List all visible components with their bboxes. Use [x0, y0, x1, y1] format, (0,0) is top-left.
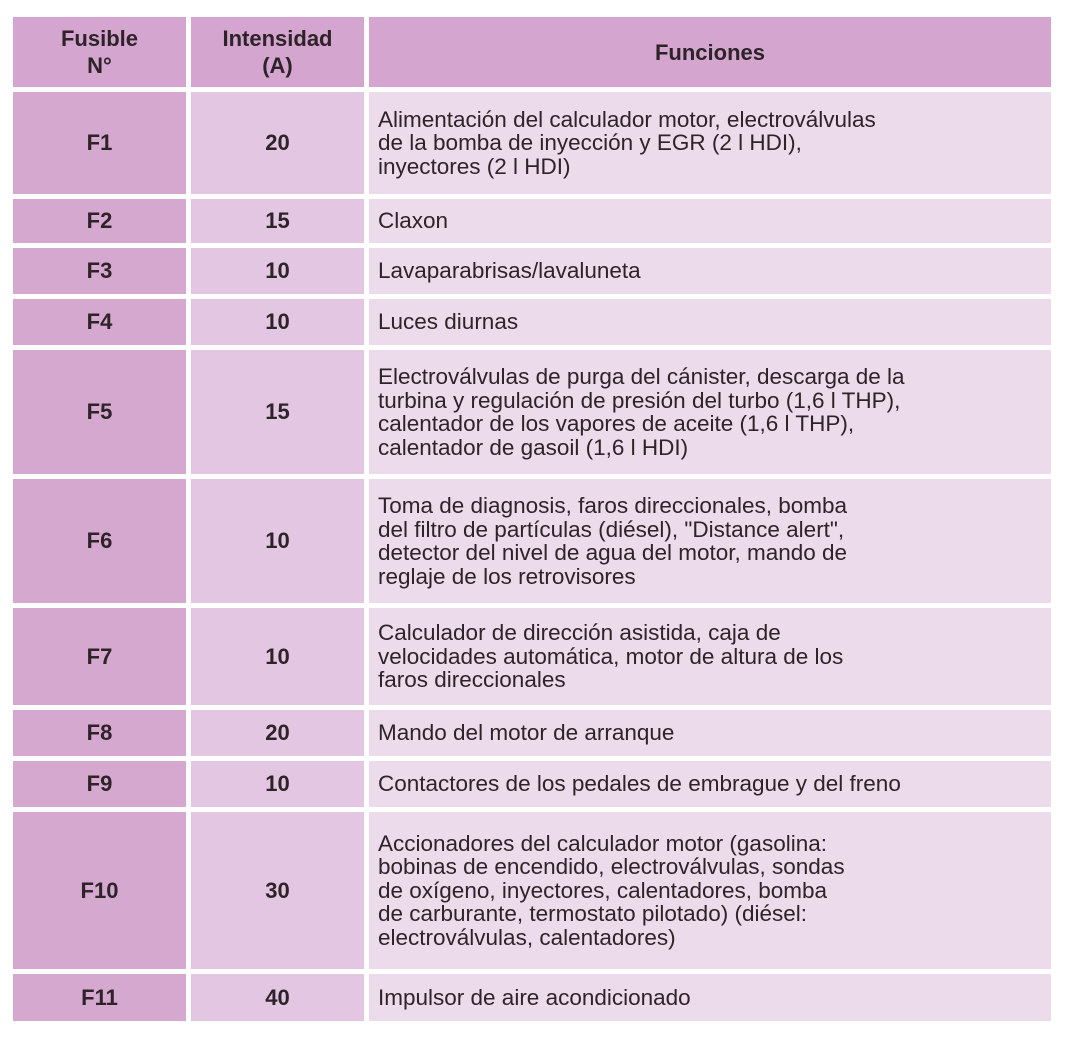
- fuse-table: [8, 12, 1056, 1026]
- fuse-number-cell: F3: [13, 248, 186, 294]
- functions-text: Calculador de dirección asistida, caja de velocidades automática, motor de altura de los faros direccionales: [378, 620, 844, 693]
- functions-text: Accionadores del calculador motor (gasolina: bobinas de encendido, electroválvulas, sondas de oxígeno, inyectores, calentadores, bomba de carburante, termostato pilotado) (diésel: electroválvulas, calentadores): [378, 830, 845, 950]
- functions-cell: [369, 974, 1051, 1021]
- fuse-number-cell: F2: [13, 199, 186, 243]
- functions-cell: [369, 479, 1051, 603]
- functions-cell: [369, 608, 1051, 705]
- fuse-number-cell: F7: [13, 608, 186, 705]
- fuse-number-cell: F1: [13, 92, 186, 194]
- header-fuse-number: Fusible N°: [13, 17, 186, 87]
- table-row: [13, 812, 1051, 969]
- amperage-cell: 15: [191, 199, 364, 243]
- functions-text: Impulsor de aire acondicionado: [378, 984, 691, 1010]
- table-row: [13, 350, 1051, 474]
- amperage-cell: 10: [191, 608, 364, 705]
- functions-cell: [369, 199, 1051, 243]
- amperage-cell: 20: [191, 710, 364, 756]
- fuse-number-cell: F9: [13, 761, 186, 807]
- functions-text: Alimentación del calculador motor, electroválvulas de la bomba de inyección y EGR (2 l HDI), inyectores (2 l HDI): [378, 106, 876, 179]
- amperage-cell: 10: [191, 479, 364, 603]
- table-row: [13, 479, 1051, 603]
- functions-text: Luces diurnas: [378, 309, 519, 335]
- functions-text: Contactores de los pedales de embrague y del freno: [378, 771, 901, 797]
- header-amperage: Intensidad (A): [191, 17, 364, 87]
- functions-cell: [369, 350, 1051, 474]
- functions-text: Electroválvulas de purga del cánister, descarga de la turbina y regulación de presión del turbo (1,6 l THP), calentador de los vapores de aceite (1,6 l THP), calentador de gasoil (1,6 l HDI): [378, 364, 905, 460]
- fuse-number-cell: F10: [13, 812, 186, 969]
- functions-cell: [369, 761, 1051, 807]
- amperage-cell: 40: [191, 974, 364, 1021]
- amperage-cell: 10: [191, 299, 364, 345]
- table-row: [13, 248, 1051, 294]
- header-functions: Funciones: [369, 17, 1051, 87]
- table-row: [13, 92, 1051, 194]
- table-header: [13, 17, 1051, 87]
- functions-cell: [369, 299, 1051, 345]
- table-row: [13, 299, 1051, 345]
- functions-cell: [369, 248, 1051, 294]
- amperage-cell: 10: [191, 248, 364, 294]
- functions-text: Mando del motor de arranque: [378, 720, 675, 746]
- table-row: [13, 608, 1051, 705]
- functions-text: Lavaparabrisas/lavaluneta: [378, 258, 641, 284]
- amperage-cell: 10: [191, 761, 364, 807]
- table-body: [13, 92, 1051, 1021]
- fuse-number-cell: F11: [13, 974, 186, 1021]
- functions-text: Claxon: [378, 208, 449, 234]
- functions-cell: [369, 92, 1051, 194]
- functions-cell: [369, 812, 1051, 969]
- amperage-cell: 15: [191, 350, 364, 474]
- fuse-number-cell: F8: [13, 710, 186, 756]
- fuse-number-cell: F4: [13, 299, 186, 345]
- header-row: [13, 17, 1051, 87]
- table-row: [13, 199, 1051, 243]
- table-row: [13, 710, 1051, 756]
- fuse-number-cell: F5: [13, 350, 186, 474]
- fuse-number-cell: F6: [13, 479, 186, 603]
- table-row: [13, 974, 1051, 1021]
- table-row: [13, 761, 1051, 807]
- functions-text: Toma de diagnosis, faros direccionales, bomba del filtro de partículas (diésel), "Distance alert", detector del nivel de agua del motor, mando de reglaje de los retrovisores: [378, 493, 848, 589]
- amperage-cell: 20: [191, 92, 364, 194]
- functions-cell: [369, 710, 1051, 756]
- amperage-cell: 30: [191, 812, 364, 969]
